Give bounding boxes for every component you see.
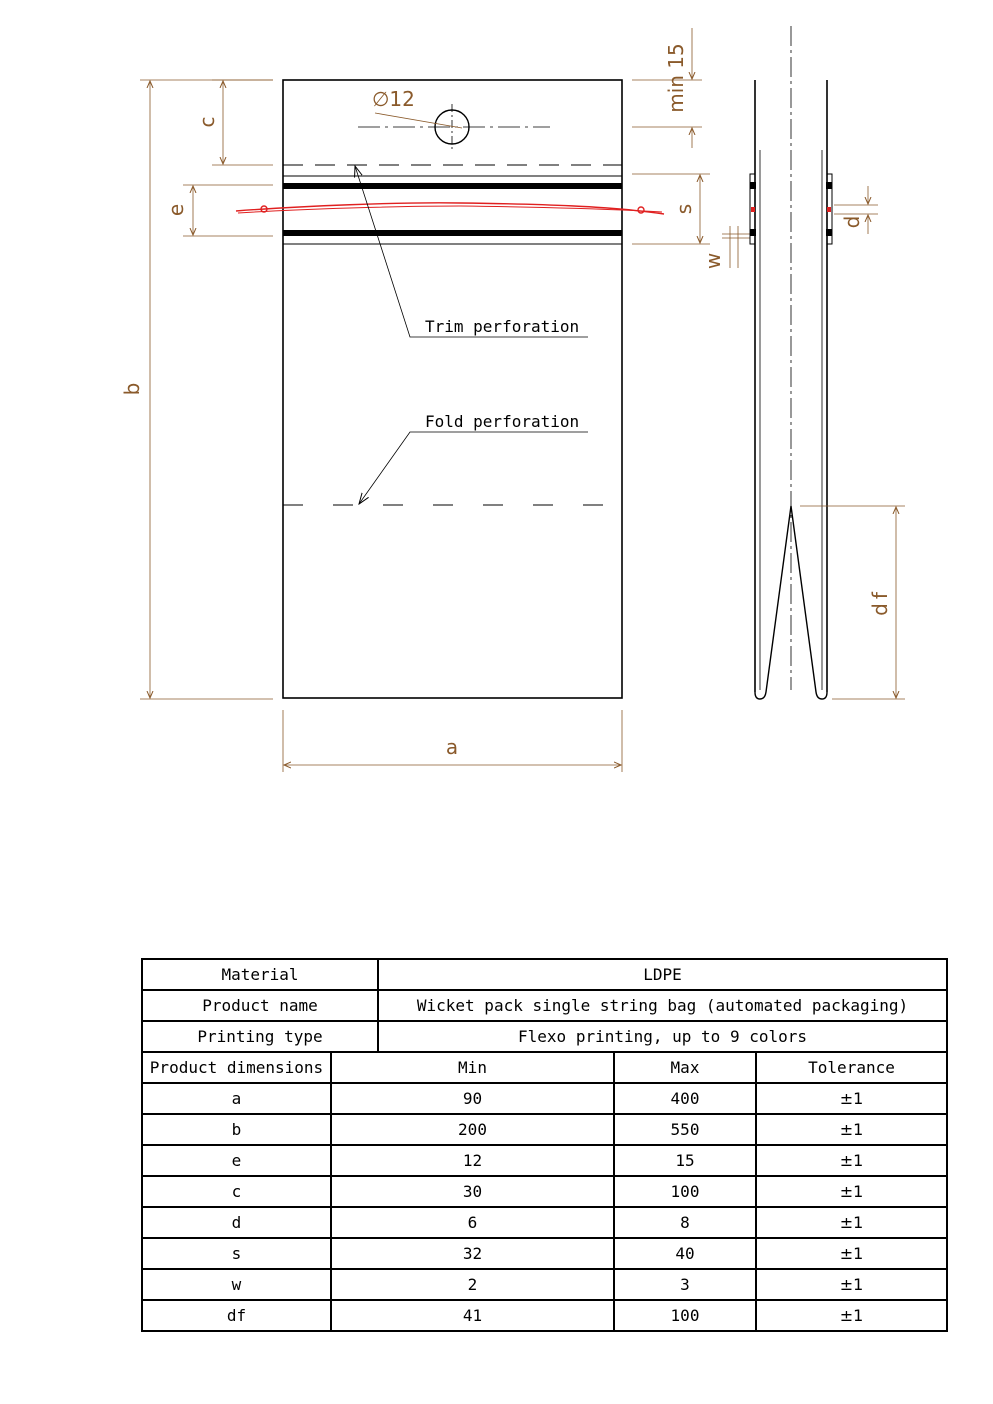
product-name-value: Wicket pack single string bag (automated packaging) — [378, 990, 947, 1021]
table-row — [142, 1145, 947, 1176]
product-name-label: Product name — [142, 990, 378, 1021]
dimension-tolerance-cell: ±1 — [756, 1176, 947, 1207]
hole-leader — [375, 113, 462, 128]
header-max: Max — [614, 1052, 756, 1083]
dimension-max-cell: 400 — [614, 1083, 756, 1114]
zipper-track-top — [283, 183, 622, 189]
dimension-w-label: w — [701, 252, 725, 270]
dimension-min-cell: 30 — [331, 1176, 614, 1207]
table-row — [142, 1083, 947, 1114]
fold-perforation-label: Fold perforation — [425, 412, 580, 431]
dimension-e-label: e — [164, 203, 188, 217]
product-name-row — [142, 990, 947, 1021]
material-label: Material — [142, 959, 378, 990]
dimension-max-cell: 100 — [614, 1176, 756, 1207]
header-tolerance: Tolerance — [756, 1052, 947, 1083]
dimension-max-cell: 15 — [614, 1145, 756, 1176]
bag-outline — [283, 80, 622, 698]
dimension-tolerance-cell: ±1 — [756, 1145, 947, 1176]
dimension-max-cell: 40 — [614, 1238, 756, 1269]
zipper-track-bottom — [283, 230, 622, 236]
header-min: Min — [331, 1052, 614, 1083]
table-row — [142, 1207, 947, 1238]
dimension-b-label: b — [120, 382, 144, 396]
dimension-tolerance-cell: ±1 — [756, 1269, 947, 1300]
dimensions-header-row — [142, 1052, 947, 1083]
dimension-a-label: a — [445, 735, 459, 759]
material-value: LDPE — [378, 959, 947, 990]
table-row — [142, 1176, 947, 1207]
dimension-min15-label: min 15 — [664, 43, 688, 113]
printing-type-row — [142, 1021, 947, 1052]
dimension-min-cell: 32 — [331, 1238, 614, 1269]
header-product-dimensions: Product dimensions — [142, 1052, 331, 1083]
dimension-tolerance-cell: ±1 — [756, 1083, 947, 1114]
draw-string — [236, 203, 664, 214]
dimension-name-cell: df — [142, 1300, 331, 1331]
dimension-max-cell: 8 — [614, 1207, 756, 1238]
dimension-c-label: c — [195, 116, 219, 128]
dimension-tolerance-cell: ±1 — [756, 1207, 947, 1238]
dimension-max-cell: 550 — [614, 1114, 756, 1145]
dimension-name-cell: b — [142, 1114, 331, 1145]
dimension-tolerance-cell: ±1 — [756, 1114, 947, 1145]
dimension-min-cell: 2 — [331, 1269, 614, 1300]
dimension-min-cell: 200 — [331, 1114, 614, 1145]
dimension-max-cell: 100 — [614, 1300, 756, 1331]
table-row — [142, 1238, 947, 1269]
dimension-d-label: d — [840, 215, 864, 229]
table-row — [142, 1114, 947, 1145]
dimension-name-cell: s — [142, 1238, 331, 1269]
dimension-name-cell: a — [142, 1083, 331, 1114]
dimension-name-cell: c — [142, 1176, 331, 1207]
dimension-df-label: df — [868, 588, 892, 616]
dimension-name-cell: w — [142, 1269, 331, 1300]
dimension-name-cell: e — [142, 1145, 331, 1176]
specification-table — [141, 958, 948, 1332]
hole-diameter-label: ∅12 — [372, 87, 415, 111]
dimension-min-cell: 41 — [331, 1300, 614, 1331]
dimension-name-cell: d — [142, 1207, 331, 1238]
table-row — [142, 1269, 947, 1300]
printing-type-value: Flexo printing, up to 9 colors — [378, 1021, 947, 1052]
material-row — [142, 959, 947, 990]
dimension-tolerance-cell: ±1 — [756, 1300, 947, 1331]
table-row — [142, 1300, 947, 1331]
trim-perforation-label: Trim perforation — [425, 317, 580, 336]
dimension-s-label: s — [672, 203, 696, 215]
printing-type-label: Printing type — [142, 1021, 378, 1052]
dimension-tolerance-cell: ±1 — [756, 1238, 947, 1269]
dimension-min-cell: 12 — [331, 1145, 614, 1176]
dimension-max-cell: 3 — [614, 1269, 756, 1300]
dimension-min-cell: 6 — [331, 1207, 614, 1238]
dimension-min-cell: 90 — [331, 1083, 614, 1114]
